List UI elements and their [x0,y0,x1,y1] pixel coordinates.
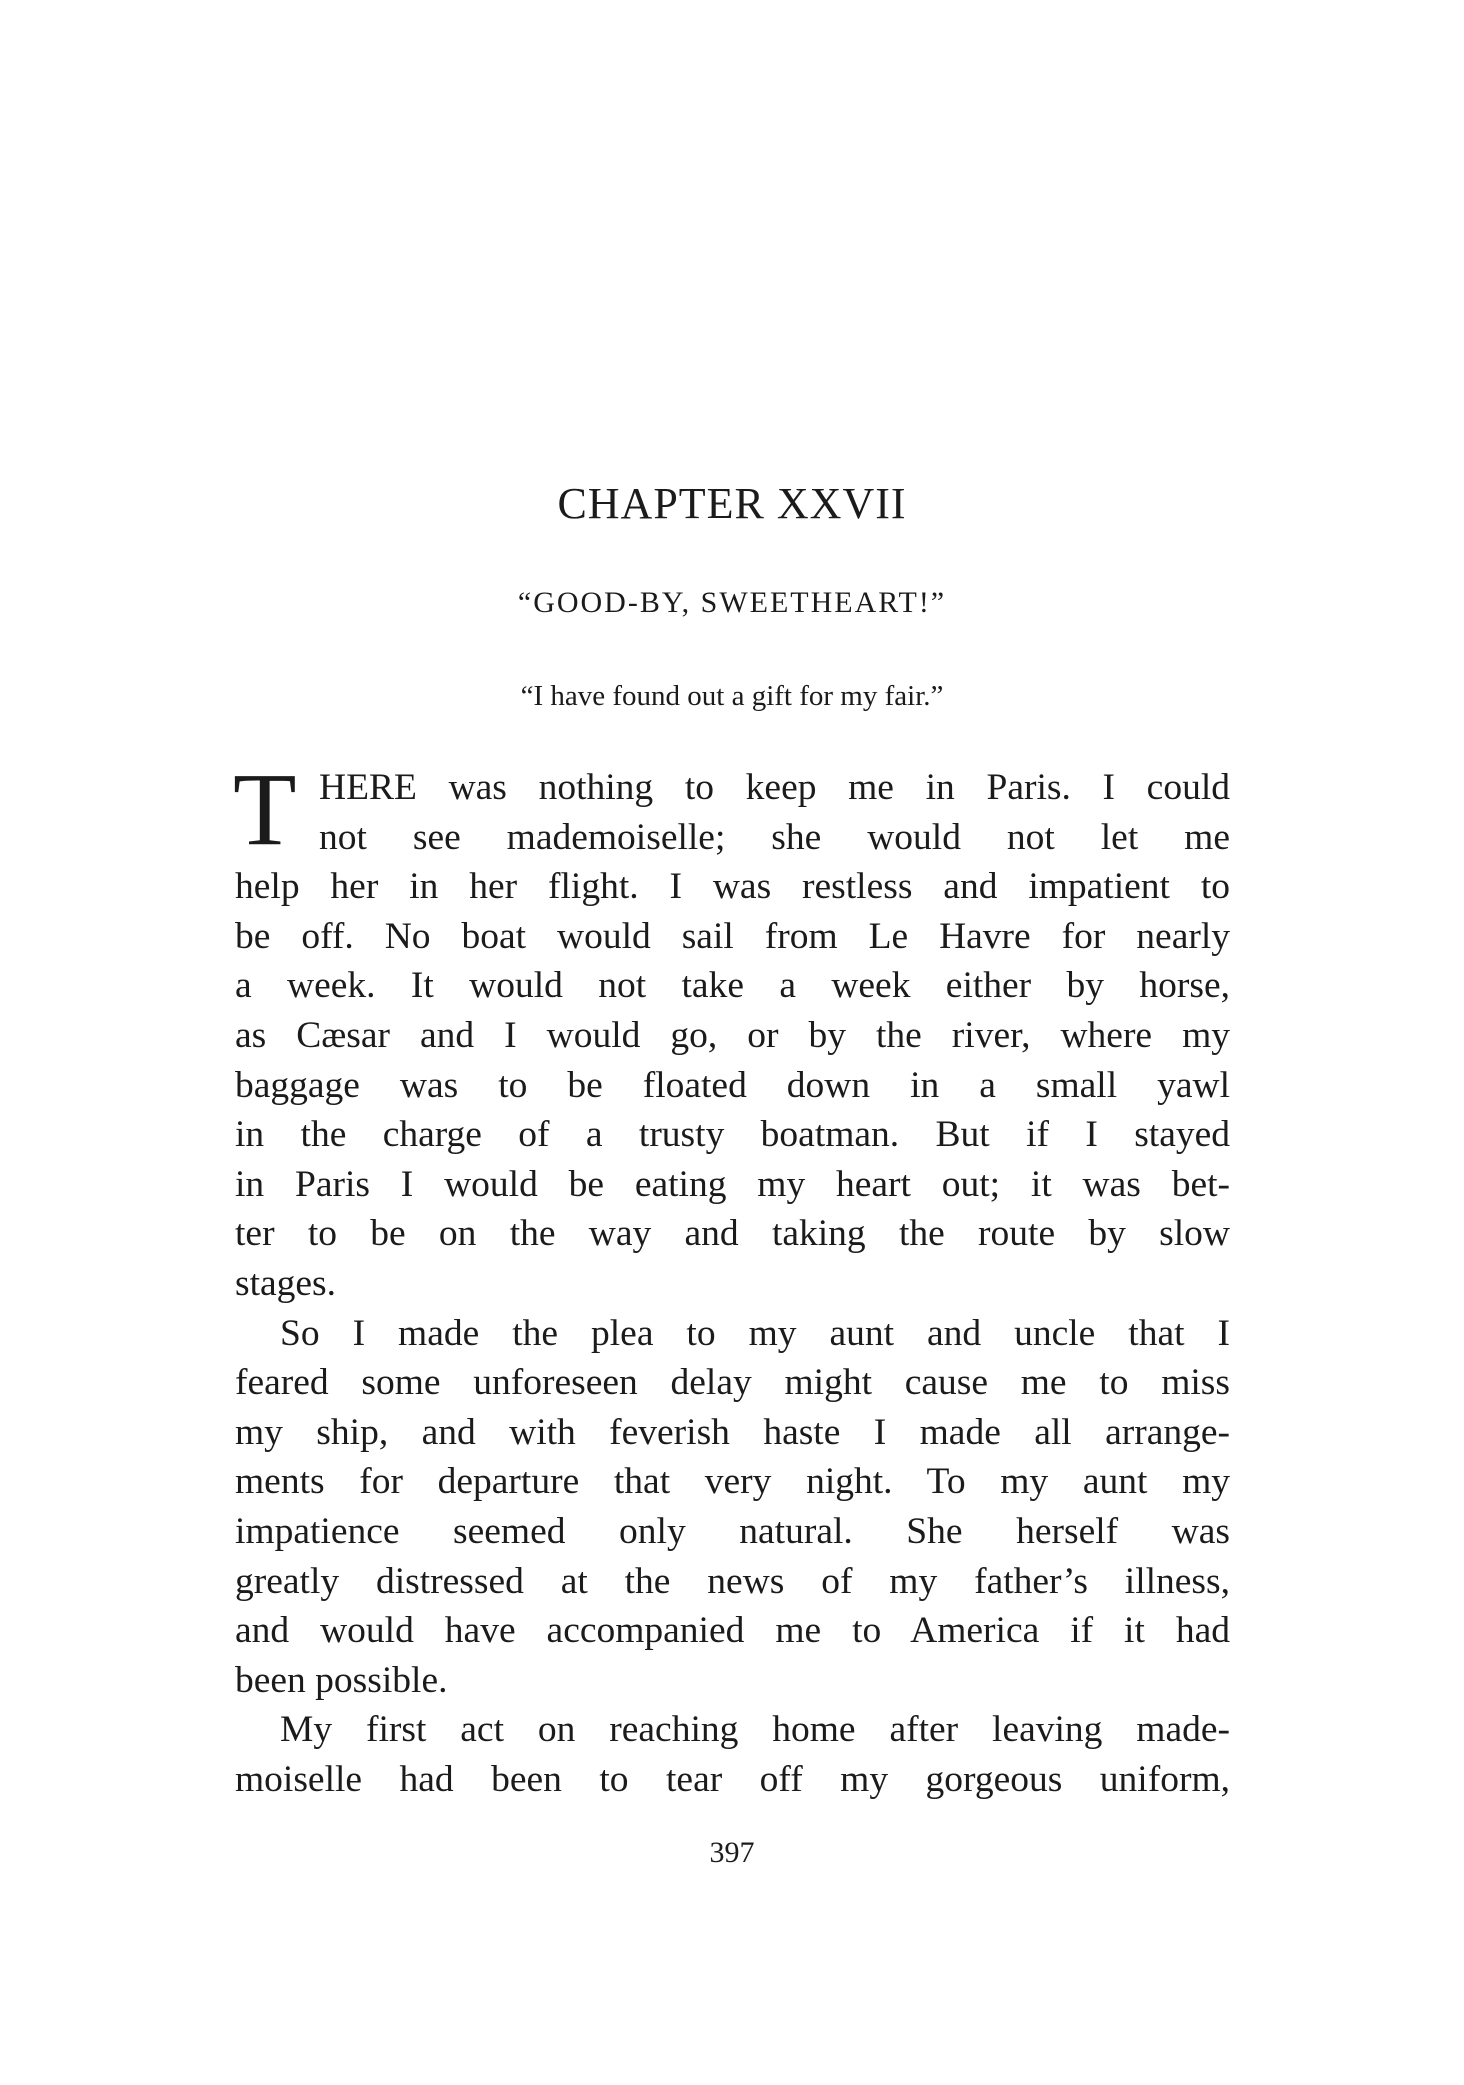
paragraph-2-line-3: my ship, and with feverish haste I made all arrange- [235,1411,1230,1453]
paragraph-1-line-5: a week. It would not take a week either by horse, [235,965,1230,1007]
epigraph: “I have found out a gift for my fair.” [520,680,944,712]
paragraph-1-line-1: T HERE was nothing to keep me in Paris. I could [233,752,1230,867]
page-number: 397 [709,1836,755,1869]
paragraph-1-line-3: help her in her flight. I was restless and impatient to [235,866,1230,908]
paragraph-3-line-1: My first act on reaching home after leaving made- [280,1709,1230,1751]
paragraph-1-line-6: as Cæsar and I would go, or by the river, where my [235,1014,1230,1056]
chapter-body [233,752,1230,1804]
paragraph-1-line-2: not see mademoiselle; she would not let me [319,816,1230,858]
paragraph-2-line-1: So I made the plea to my aunt and uncle that I [280,1312,1230,1354]
paragraph-1-line-4: be off. No boat would sail from Le Havre for nearly [235,915,1230,957]
paragraph-2-line-5: impatience seemed only natural. She herself was [235,1510,1230,1552]
chapter-title: CHAPTER XXVII [557,479,907,528]
paragraph-2-line-4: ments for departure that very night. To my aunt my [235,1461,1230,1503]
paragraph-2-line-6: greatly distressed at the news of my father’s illness, [235,1560,1230,1602]
chapter-subtitle: “GOOD-BY, SWEETHEART!” [517,586,947,619]
paragraph-1-line-7: baggage was to be floated down in a small yawl [235,1064,1230,1106]
drop-cap: T [233,752,297,867]
paragraph-1-line-9: in Paris I would be eating my heart out; it was bet- [235,1163,1230,1205]
paragraph-1-line-8: in the charge of a trusty boatman. But if I stayed [235,1114,1230,1156]
paragraph-1-line-10: ter to be on the way and taking the route by slow [235,1213,1230,1255]
paragraph-3-line-2: moiselle had been to tear off my gorgeous uniform, [235,1758,1230,1800]
paragraph-2-line-7: and would have accompanied me to America if it had [235,1610,1230,1652]
paragraph-1-line-11: stages. [235,1262,337,1304]
paragraph-2-line-2: feared some unforeseen delay might cause me to miss [235,1362,1230,1404]
paragraph-2-line-8: been possible. [235,1659,448,1701]
